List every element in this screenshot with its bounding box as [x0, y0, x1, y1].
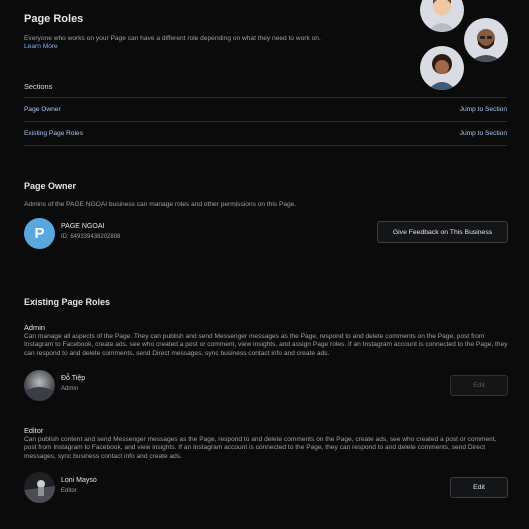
admin-person-name: Đỗ Tiệp [61, 375, 86, 382]
page-owner-heading: Page Owner [24, 181, 77, 191]
jump-to-existing-roles-link[interactable]: Jump to Section [459, 130, 507, 137]
give-feedback-button[interactable]: Give Feedback on This Business [377, 221, 508, 243]
header-description [24, 35, 404, 52]
role-admin-description: Can manage all aspects of the Page. They can publish and send Messenger messages as the Page, respond to and delete comments on the Page, post from Instagram to Facebook, create ads, see who created a post or comment, view insights, and assign Page roles. If an Instagram account is connected to the Page, they can respond to and delete comments, send Direct messages, sync business contact info and create ads. [24, 333, 508, 357]
edit-editor-button[interactable]: Edit [450, 477, 508, 498]
divider [24, 121, 507, 122]
illustration-person-1 [420, 0, 464, 32]
editor-person-name: Loni Mayso [61, 477, 97, 484]
illustration-person-3 [420, 46, 464, 90]
page-title: Page Roles [24, 13, 84, 25]
illustration-person-2 [464, 18, 508, 62]
owner-avatar-letter: P [34, 225, 45, 242]
jump-to-page-owner-link[interactable]: Jump to Section [459, 106, 507, 113]
role-admin-heading: Admin [24, 323, 45, 332]
editor-person-role: Editor [61, 488, 77, 494]
divider [24, 97, 507, 98]
admin-person-role: Admin [61, 386, 79, 392]
header-description-text: Everyone who works on your Page can have a different role depending on what they need to work on. [24, 35, 321, 42]
divider [24, 145, 507, 146]
learn-more-link[interactable]: Learn More [24, 43, 58, 51]
page-owner-description: Admins of the PAGE NGOAI business can manage roles and other permissions on this Page. [24, 201, 297, 208]
edit-admin-button[interactable]: Edit [450, 375, 508, 396]
existing-roles-heading: Existing Page Roles [24, 297, 111, 307]
section-link-page-owner[interactable]: Page Owner [24, 106, 61, 113]
owner-id: ID: 649339438202808 [61, 234, 121, 240]
owner-name: PAGE NGOAI [61, 223, 105, 230]
role-editor-description: Can publish content and send Messenger messages as the Page, respond to and delete comments on the Page, create ads, see who created a post or comment, post from Instagram to Facebook, and view insights. If an Instagram account is connected to the Page, they can respond to and delete comments, send Direct messages, sync business contact info and create ads. [24, 436, 497, 460]
sections-label: Sections [24, 82, 53, 91]
avatar [24, 370, 55, 401]
avatar [24, 472, 55, 503]
role-editor-heading: Editor [24, 426, 44, 435]
section-link-existing-page-roles[interactable]: Existing Page Roles [24, 130, 84, 137]
owner-avatar [24, 218, 55, 249]
